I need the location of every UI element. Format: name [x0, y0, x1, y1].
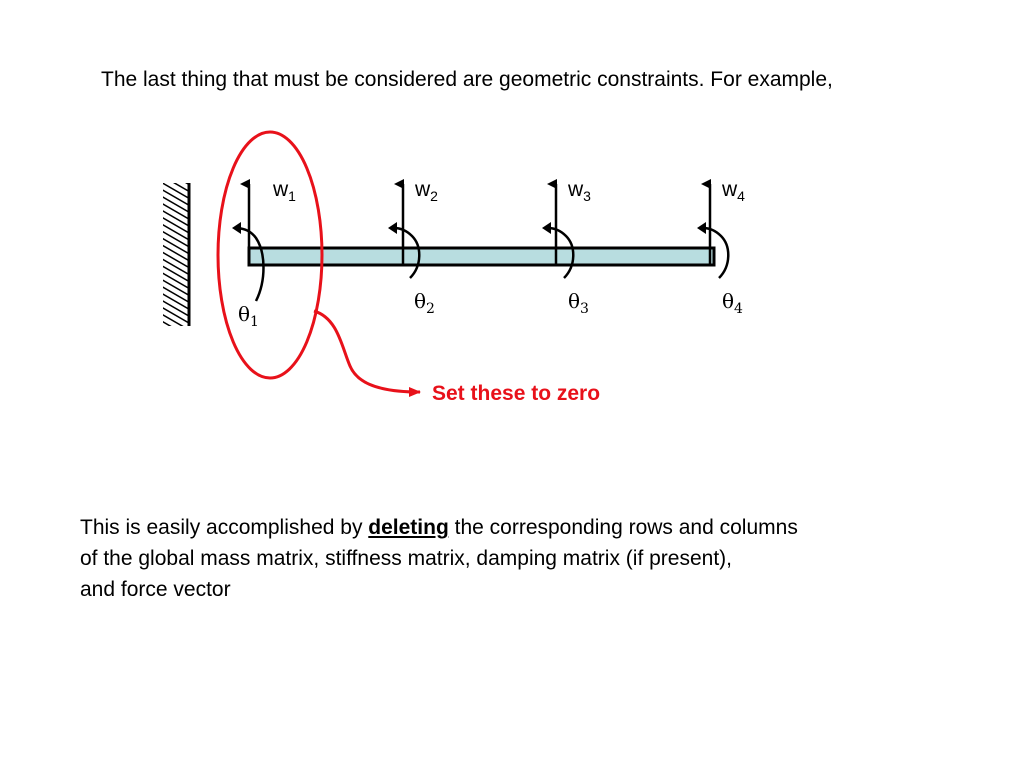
body-line-1-end: the corresponding rows and columns	[448, 516, 798, 539]
w1-label: $w_1$	[273, 178, 296, 204]
theta2-arrowhead	[388, 222, 397, 234]
callout-arrow	[314, 311, 420, 392]
wall-hatch	[163, 183, 189, 326]
theta3-arrowhead	[542, 222, 551, 234]
body-line-1-start: This is easily accomplished by	[80, 516, 369, 539]
body-line-2: of the global mass matrix, stiffness matrix, damping matrix (if present),	[80, 547, 733, 570]
theta1-label: $\theta_1$	[238, 302, 259, 330]
theta1-arrowhead	[232, 222, 241, 234]
w2-label: $w_2$	[415, 178, 438, 204]
emphasis-deleting: deleting	[368, 516, 449, 539]
callout-label: Set these to zero	[432, 382, 601, 405]
w4-label: $w_4$	[722, 178, 745, 204]
theta4-arrowhead	[697, 222, 706, 234]
beam	[249, 248, 714, 265]
body-line-1	[80, 512, 1010, 543]
w3-label: $w_3$	[568, 178, 591, 204]
theta2-label: $\theta_2$	[414, 289, 435, 317]
theta4-label: $\theta_4$	[722, 289, 743, 317]
wall-support	[163, 183, 189, 326]
body-text	[80, 512, 1010, 605]
theta3-label: $\theta_3$	[568, 289, 589, 317]
intro-text: The last thing that must be considered are geometric constraints. For example,	[101, 68, 833, 91]
body-line-3: and force vector	[80, 578, 231, 601]
